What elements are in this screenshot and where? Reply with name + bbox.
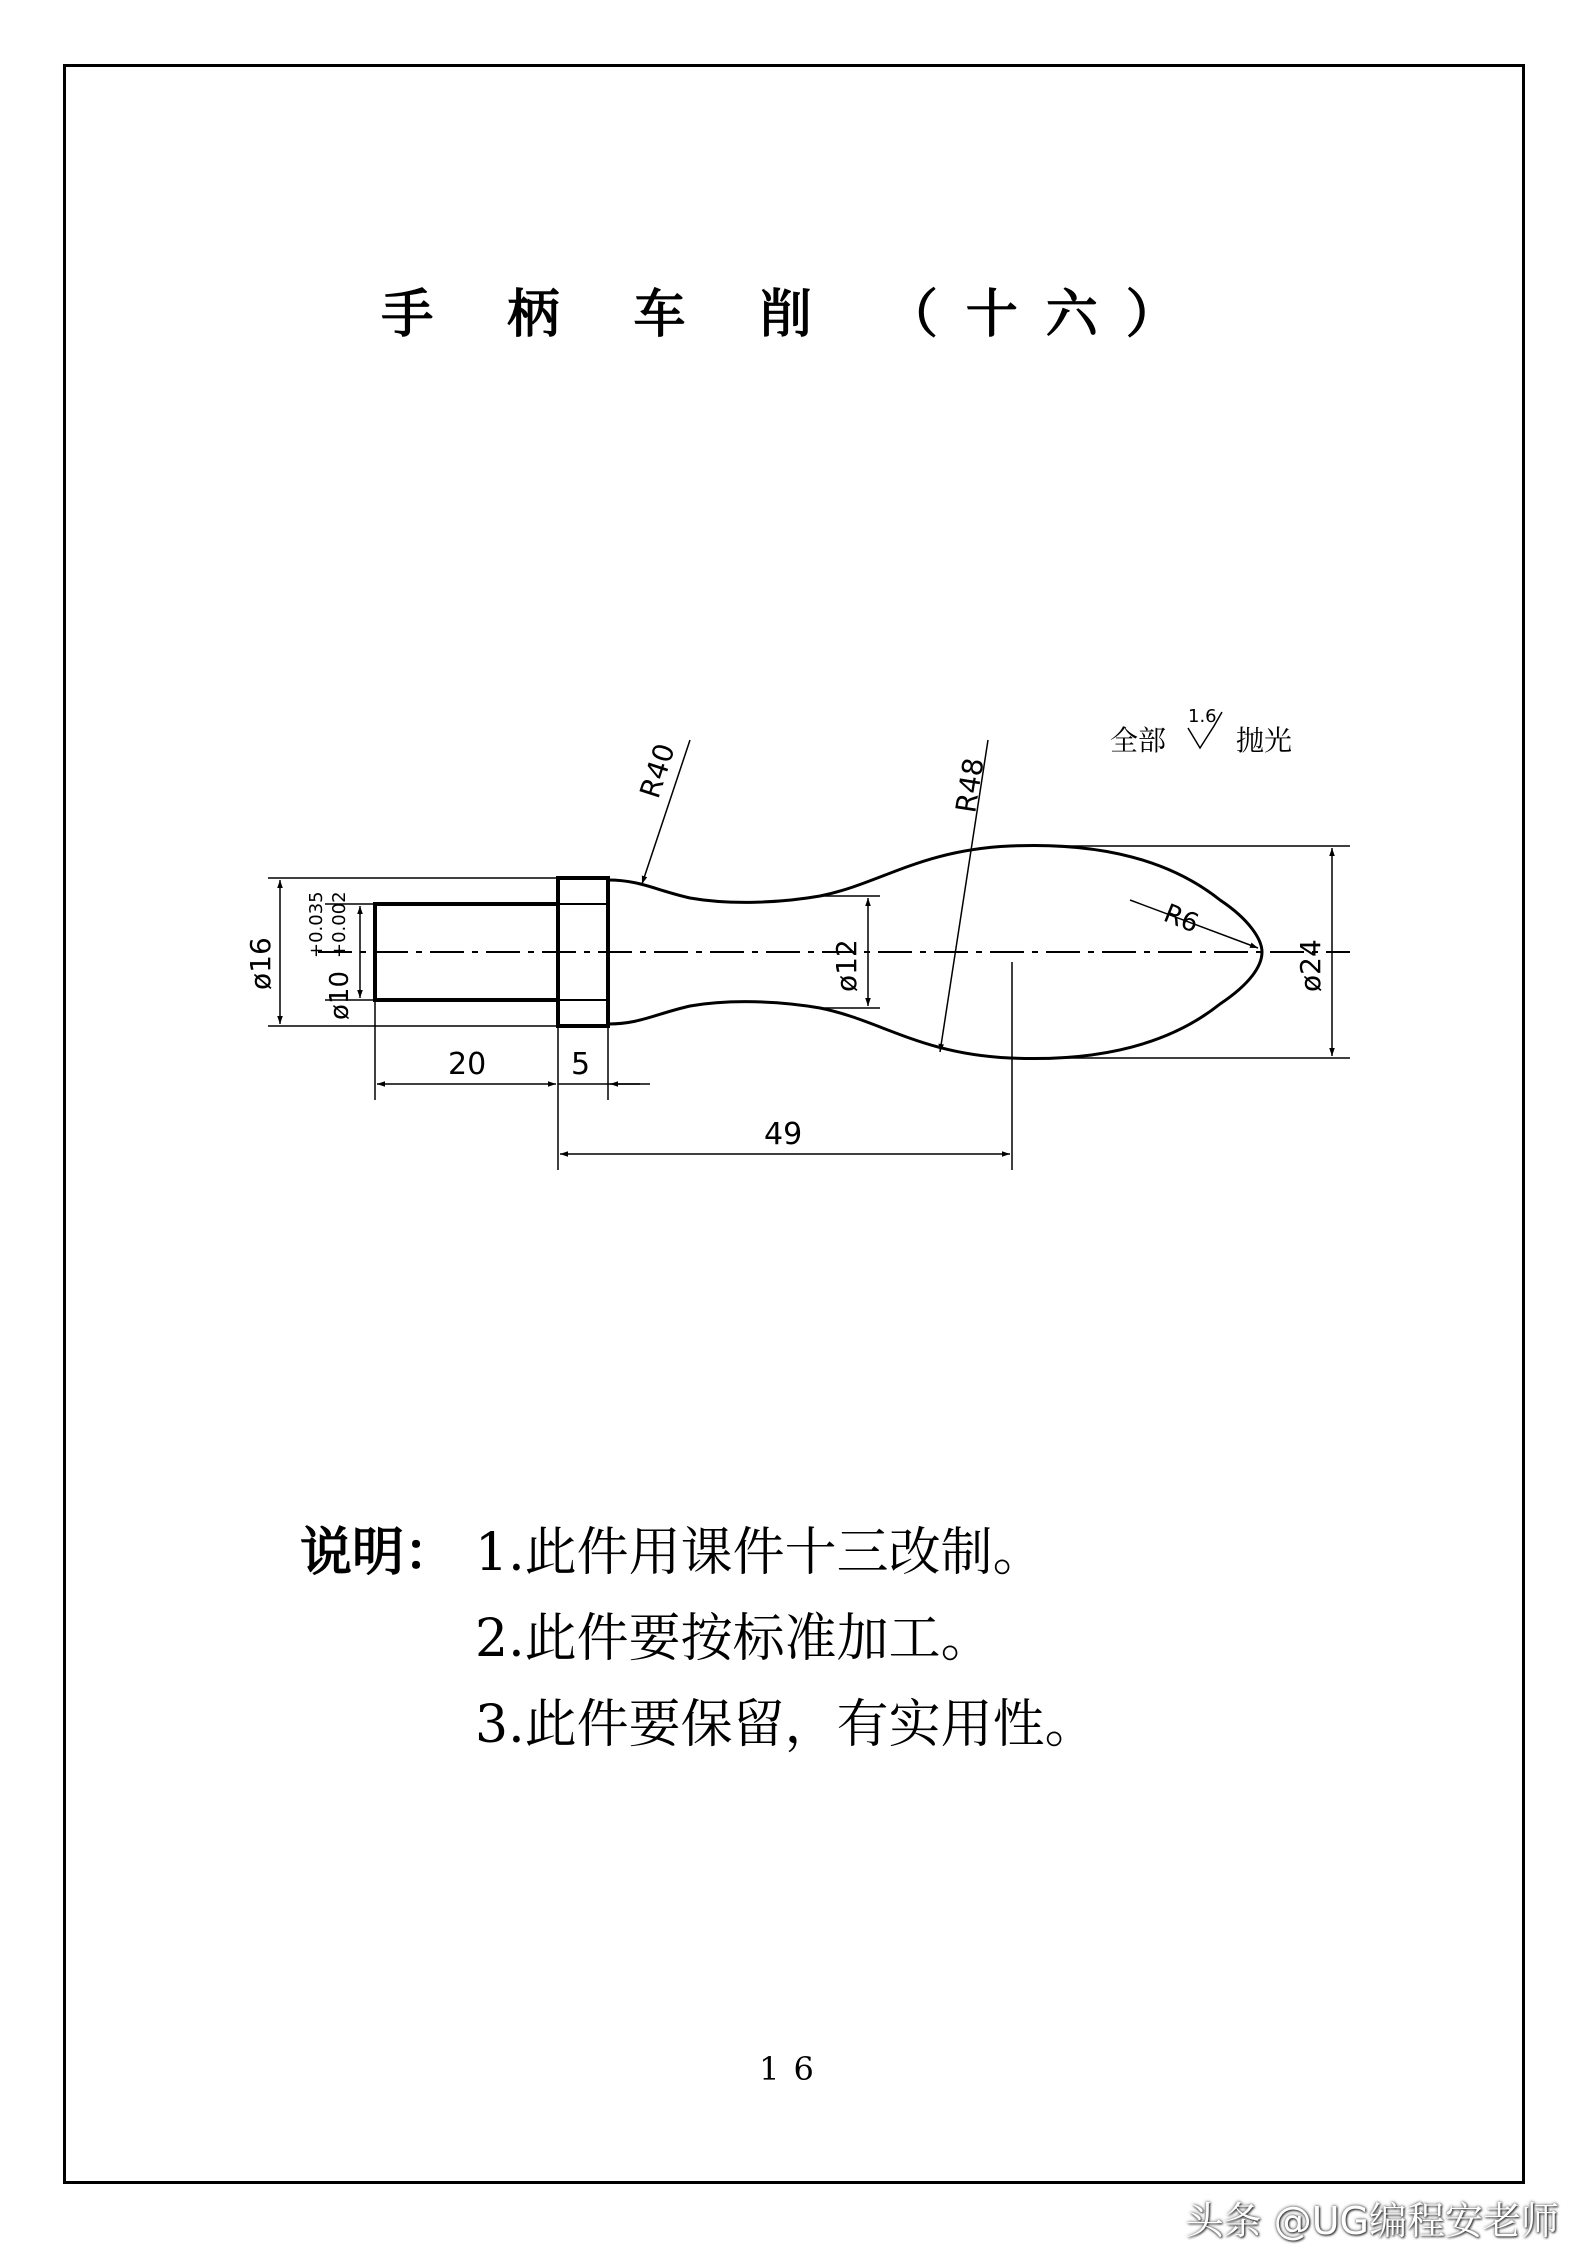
dim-text-49: 49 (764, 1117, 803, 1152)
notes-label: 说明： (300, 1522, 457, 1583)
page-title: 手 柄 车 削 （十六） (381, 284, 1206, 345)
surface-note-suffix: 抛光 (1236, 724, 1293, 757)
dim-text-d10: ø10 (325, 971, 355, 1020)
note-item: 3.此件要保留，有实用性。 (475, 1695, 1097, 1755)
tolerance-lower: +0.002 (329, 891, 350, 958)
dim-text-d12: ø12 (830, 939, 863, 992)
dim-text-r6: R6 (1159, 898, 1203, 940)
watermark: 头条 @UG编程安老师 (1185, 2199, 1559, 2243)
page-number: 16 (759, 2050, 828, 2088)
tolerance-upper: +0.035 (306, 891, 327, 958)
surface-roughness-value: 1.6 (1188, 706, 1217, 727)
dim-text-r40: R40 (633, 739, 682, 803)
note-item: 1.此件用课件十三改制。 (475, 1523, 1045, 1583)
dim-text-5: 5 (571, 1047, 591, 1082)
dim-text-r48: R48 (949, 755, 991, 816)
note-item: 2.此件要按标准加工。 (475, 1609, 993, 1669)
surface-note-prefix: 全部 (1110, 724, 1167, 757)
dim-text-d24: ø24 (1294, 939, 1327, 992)
dim-text-d16: ø16 (244, 937, 277, 990)
dim-text-20: 20 (448, 1047, 487, 1082)
